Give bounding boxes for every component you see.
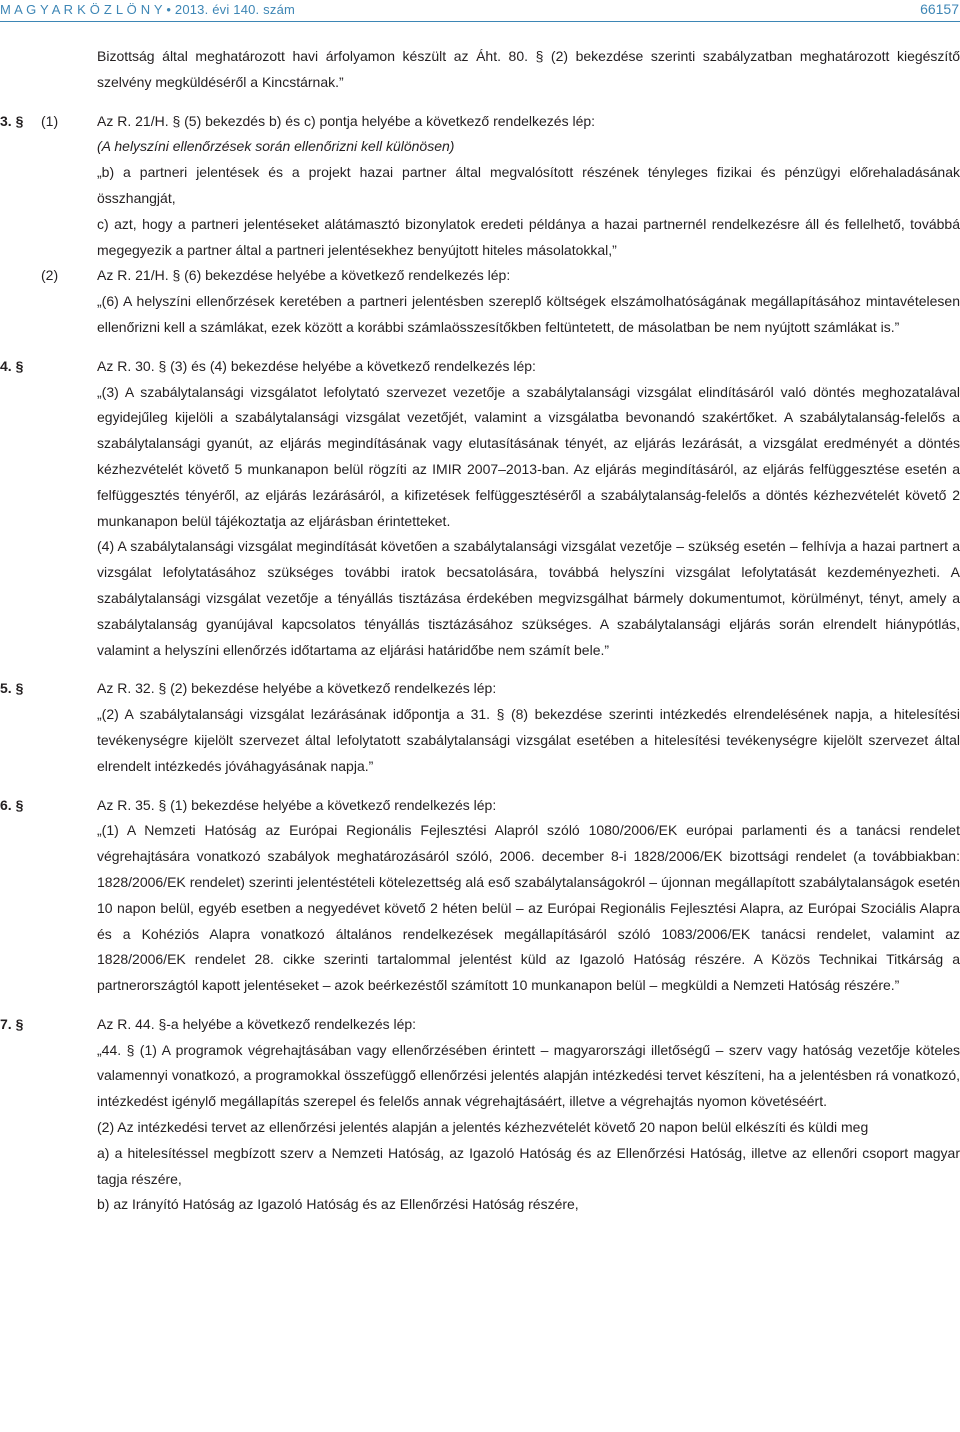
section-number: 5. § [0, 680, 24, 697]
intro-paragraph: Bizottság által meghatározott havi árfolyamon készült az Áht. 80. § (2) bekezdése szerinti szabályzatban meghatározott kiegészítő szelvény megküldéséről a Kincstárnak.” [97, 48, 960, 90]
section-4 [0, 354, 960, 664]
page-header [0, 0, 960, 18]
page-number: 66157 [920, 1, 959, 17]
subsection-2 [41, 263, 960, 289]
section-3 [0, 109, 960, 341]
quoted-paragraph-4: (4) A szabálytalansági vizsgálat megindítását követően a szabálytalansági vizsgálat vezetője – szükség esetén – felhívja a hazai partnert a vizsgálat lefolytatásához szükséges további iratok becsatolására, továbbá helyszíni vizsgálat lefolytatását kezdeményezheti. A szabálytalansági vizsgálat vezetője a tényállás tisztázása érdekében megvizsgálhat bármely dokumentumot, körülményt, tényt, amely a szabálytalanság gyanújával kapcsolatos tényállás tisztázásához szükséges. A szabálytalansági eljárás során elrendelt hiánypótlás, valamint a helyszíni ellenőrzés időtartama az eljárási határidőbe nem számít bele.” [97, 538, 960, 658]
section-7 [0, 1012, 960, 1218]
quoted-paragraph-3: „(3) A szabálytalansági vizsgálatot lefolytató szervezet vezetője a szabálytalansági vizsgálat elindításáról való döntés meghozatalával egyidejűleg kijelöli a szabálytalansági vizsgálat vezetőjét, valamint a vizsgálatba bevonandó szakértőket. A szabálytalanság-felelős a szabálytalansági gyanút, az eljárás megindításának vagy elutasításának tényét, az eljárás lezárását, a vizsgálat eredményét a döntés kézhezvételét követő 5 munkanapon belül rögzíti az IMIR 2007–2013-ban. Az eljárás megindításáról, az eljárás felfüggesztése esetén a felfüggesztés tényéről, az eljárás lezárásáról, a kifizetések felfüggesztéséről a szabálytalanság-felelős a döntés kézhezvételét követő 2 munkanapon belül tájékoztatja az eljárásban érintetteket. [97, 383, 960, 529]
point-c: c) azt, hogy a partneri jelentéseket alátámasztó bizonylatok eredeti példánya a hazai partnernél rendelkezésre áll és fellelhető, továbbá megegyezik a partner által a partneri jelentésekhez benyújtott hiteles másolatokkal,” [97, 215, 960, 258]
subsection-1 [41, 109, 960, 135]
section-number: 6. § [0, 796, 24, 813]
section-intro: Az R. 44. §-a helyébe a következő rendelkezés lép: [97, 1015, 417, 1032]
section-intro: Az R. 30. § (3) és (4) bekezdése helyébe a következő rendelkezés lép: [97, 357, 536, 374]
subsection-text: Az R. 21/H. § (6) bekezdése helyébe a következő rendelkezés lép: [97, 267, 511, 284]
quoted-paragraph: „(2) A szabálytalansági vizsgálat lezárásának időpontja a 31. § (8) bekezdése szerinti intézkedés elrendelésének napja, a hitelesítési tevékenységre kijelölt szervezet által lefolytatott szabálytalansági vizsgálat esetében a hitelesítési tevékenységre kijelölt szervezet által elrendelt intézkedés jóváhagyásának napja.” [97, 706, 960, 774]
subsection-text: Az R. 21/H. § (5) bekezdés b) és c) pontja helyébe a következő rendelkezés lép: [97, 112, 596, 129]
section-intro: Az R. 32. § (2) bekezdése helyébe a következő rendelkezés lép: [97, 680, 497, 697]
document-body [0, 44, 960, 1218]
point-a: a) a hitelesítéssel megbízott szerv a Nemzeti Hatóság, az Igazoló Hatóság és az Ellenőrzési Hatóság, illetve az ellenőri csoport magyar tagja részére, [97, 1144, 960, 1187]
point-b: b) az Irányító Hatóság az Igazoló Hatóság és az Ellenőrzési Hatóság részére, [97, 1196, 579, 1213]
section-number: 4. § [0, 357, 24, 374]
journal-title: M A G Y A R K Ö Z L Ö N Y • 2013. évi 140. szám [0, 2, 296, 17]
section-number: 7. § [0, 1015, 24, 1032]
quoted-provision: „(6) A helyszíni ellenőrzések keretében a partneri jelentésben szereplő költségek elszámolhatóságának megállapításához mintavételesen ellenőrizni kell a számlákat, ezek között a korábbi számlaösszesítőkben feltüntetett, de másolatban be nem nyújtott számlákat is.” [97, 293, 960, 335]
quoted-paragraph-1: „44. § (1) A programok végrehajtásában vagy ellenőrzésében érintett – magyarországi illetőségű – szerv vagy hatóság vezetője köteles valamennyi vonatkozó, a programokkal összefüggő ellenőrzési jelentés alapján intézkedési tervet készíteni, ha a jelentésben rá vonatkozó, intézkedést igénylő megállapítás szerepel és felelős annak végrehajtásáért, illetve a végrehajtás nyomon követéséért. [97, 1041, 960, 1110]
subsection-label: (1) [41, 112, 59, 129]
point-b: „b) a partneri jelentések és a projekt hazai partner által megvalósított részének tényleges fizikai és pénzügyi előrehaladásának összhangját, [97, 164, 960, 206]
section-intro: Az R. 35. § (1) bekezdése helyébe a következő rendelkezés lép: [97, 796, 497, 813]
subsection-label: (2) [41, 267, 59, 284]
context-line: (A helyszíni ellenőrzések során ellenőrizni kell különösen) [97, 138, 455, 155]
section-5 [0, 676, 960, 779]
quoted-paragraph-2: (2) Az intézkedési tervet az ellenőrzési jelentés alapján a jelentés kézhezvételét követő 20 napon belül elkészíti és küldi meg [97, 1119, 869, 1136]
quoted-paragraph: „(1) A Nemzeti Hatóság az Európai Regionális Fejlesztési Alapról szóló 1080/2006/EK európai parlamenti és a tanácsi rendelet végrehajtására vonatkozó szabályok meghatározásáról szóló, 2006. december 8-i 1828/2006/EK bizottsági rendelet (a továbbiakban: 1828/2006/EK rendelet) szerinti jelentéstételi kötelezettség alá eső szabálytalanságokról – újonnan megállapított szabálytalanságok esetén 10 napon belül, egyéb esetben a negyedévet követő 2 héten belül – az Európai Regionális Fejlesztési Alapra, az Európai Szociális Alapra és a Kohéziós Alapra vonatkozó általános rendelkezések megállapításáról szóló 1083/2006/EK tanácsi rendelet, valamint az 1828/2006/EK rendelet 28. cikke szerinti tartalommal jelentést küld az Igazoló Hatóság részére. A Közös Technikai Titkárság a partnerországtól kapott jelentéseket – azok beérkezéstől számított 10 munkanapon belül – megküldi a Nemzeti Hatóság részére.” [97, 822, 960, 994]
section-number: 3. § [0, 112, 24, 129]
section-6 [0, 793, 960, 999]
header-divider [0, 21, 960, 22]
